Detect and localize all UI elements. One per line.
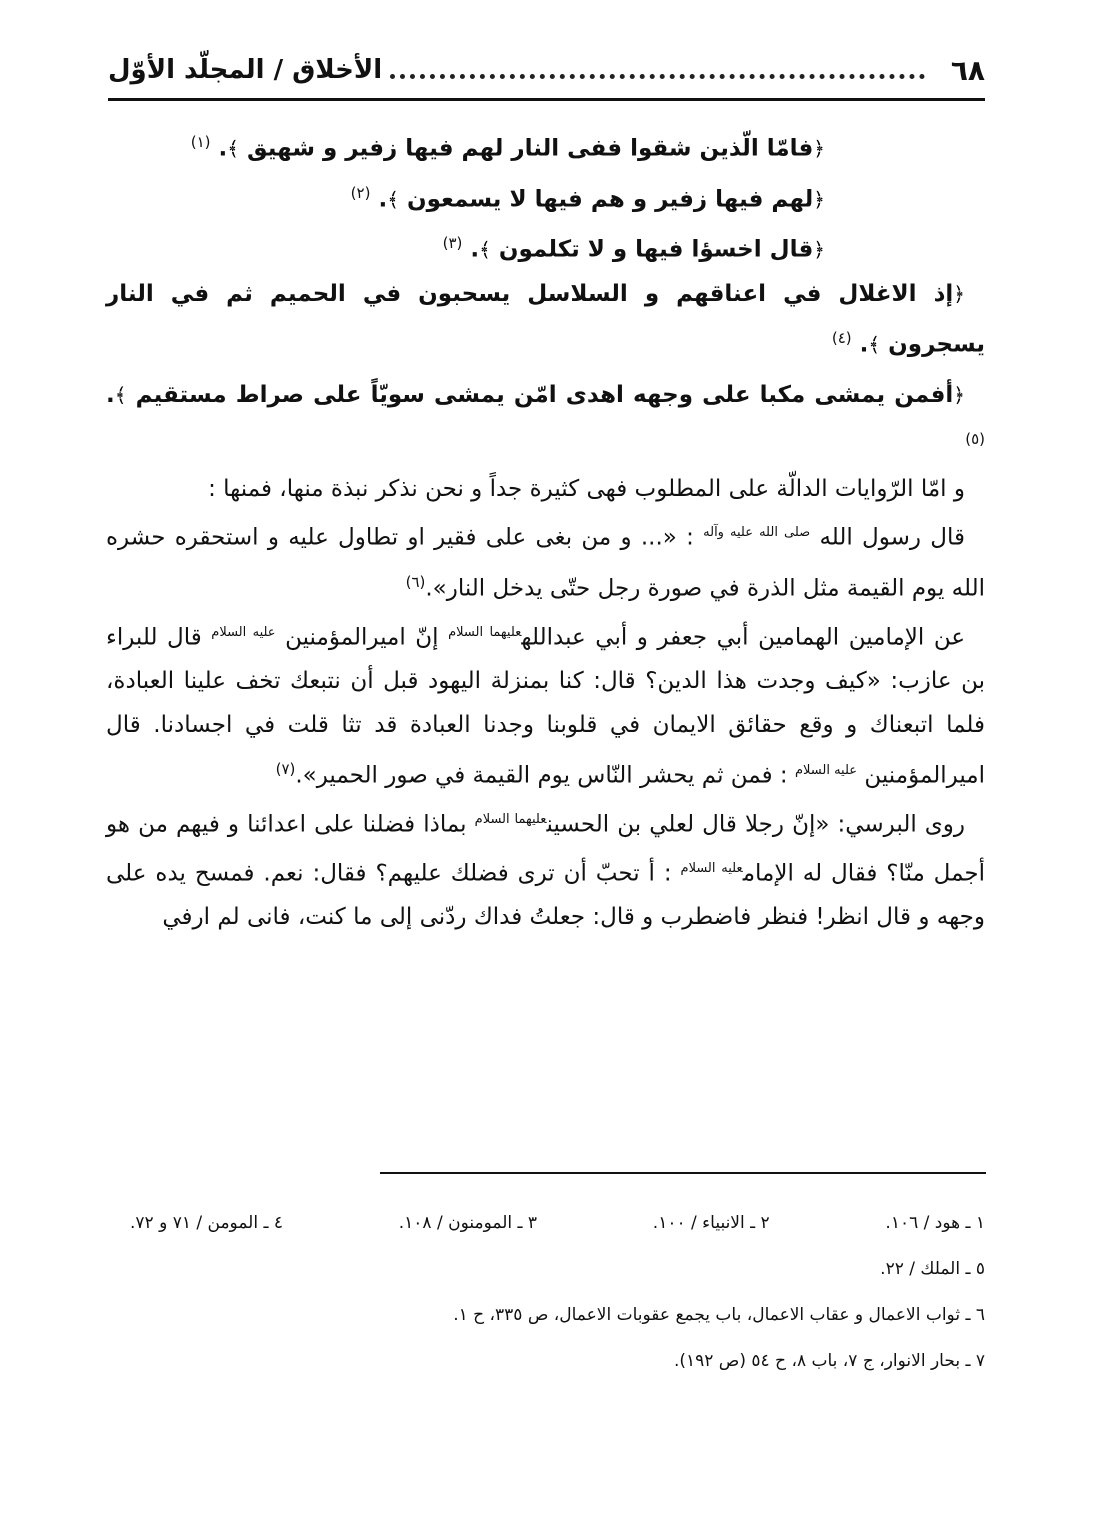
intro-paragraph: و امّا الرّوايات الدالّة على المطلوب فهى كثيرة جداً و نحن نذكر نبذة منها، فمنها : xyxy=(208,476,965,503)
footnote-ref: (٢) xyxy=(350,183,371,202)
ornament-open: ﴿ xyxy=(813,187,825,212)
ornament-close: ﴾ xyxy=(114,382,127,407)
verse-5: ﴿أفمن يمشى مكبا على وجهه اهدى امّن يمشى سويّاً على صراط مستقيم ﴾. $^{(٥)}$ xyxy=(106,381,985,448)
footnote-separator xyxy=(380,1172,986,1174)
verse-text: قال اخسؤا فيها و لا تكلمون xyxy=(498,236,814,263)
footnote-4: ٤ ـ المومن / ٧١ و ٧٢. xyxy=(130,1213,283,1233)
honorific: عليه السلام xyxy=(680,860,743,876)
ornament-close: ﴾ xyxy=(868,332,881,357)
footnote-5: ٥ ـ الملك / ٢٢. xyxy=(880,1259,985,1279)
footnote-1: ١ ـ هود / ١٠٦. xyxy=(885,1213,985,1233)
verse-text: فامّا الّذين شقوا ففى النار لهم فيها زفير و شهيق xyxy=(247,135,814,162)
footnote-6: ٦ ـ ثواب الاعمال و عقاب الاعمال، باب يجمع عقوبات الاعمال، ص ٣٣٥، ح ١. xyxy=(453,1305,985,1325)
verse-1: ﴿فامّا الّذين شقوا ففى النار لهم فيها زفير و شهيق ﴾. $^{(١)}$ xyxy=(190,133,825,162)
hadith-text: بماذا فضلنا على اعدائنا و فيهم من هو أجمل منّا؟ فقال له الإمام xyxy=(106,811,986,887)
hadith-text: : أ تحبّ أن ترى فضلك عليهم؟ فقال: نعم. فمسح يده على وجهه و قال انظر! فنظر فاضطرب و قال: جعلتُ فداك ردّنى إلى ما كنت، فانى لم ارفي xyxy=(106,860,985,931)
ornament-open: ﴿ xyxy=(953,281,965,306)
footnote-2: ٢ ـ الانبياء / ١٠٠. xyxy=(652,1213,770,1233)
ornament-close: ﴾ xyxy=(479,237,491,262)
verse-text: إذ الاغلال في اعناقهم و السلاسل يسحبون في الحميم ثم في النار يسجرون xyxy=(106,280,985,358)
page-header xyxy=(108,48,985,92)
page-number: ٦٨ xyxy=(950,53,985,87)
hadith-text: قال للبراء بن عازب: «كيف وجدت هذا الدين؟ قال: كنا بمنزلة اليهود قبل أن نتبعك تخف علينا العبادة، فلما اتبعناك و وقع حقائق الايمان في قلوبنا وجدنا العبادة قد تثا قلت في اجسادنا. قال اميرالمؤمنين xyxy=(106,624,985,789)
footnote-ref: (١) xyxy=(190,133,211,151)
verse-2: ﴿لهم فيها زفير و هم فيها لا يسمعون ﴾. $^{(٢)}$ xyxy=(350,183,825,213)
ornament-close: ﴾ xyxy=(227,136,239,161)
hadith-text: : «... و من بغى على فقير او تطاول عليه و استحقره حشره الله يوم القيمة مثل الذرة في صورة رجل حتّى يدخل النار». xyxy=(106,524,985,602)
footnote-ref: (٦) xyxy=(405,572,426,591)
verse-text: لهم فيها زفير و هم فيها لا يسمعون xyxy=(406,186,814,213)
honorific: صلى الله عليه وآله xyxy=(703,525,811,541)
honorific: عليه السلام xyxy=(794,763,858,779)
ornament-open: ﴿ xyxy=(813,237,825,262)
ornament-open: ﴿ xyxy=(813,136,825,161)
hadith-3 xyxy=(106,798,985,939)
footnotes xyxy=(130,1200,985,1384)
main-text xyxy=(106,120,985,939)
footnote-ref: (٣) xyxy=(442,234,463,253)
header-dot-leader xyxy=(390,50,925,79)
honorific: عليهما السلام xyxy=(448,624,522,640)
footnote-7: ٧ ـ بحار الانوار، ج ٧، باب ٨، ح ٥٤ (ص ١٩٢). xyxy=(673,1351,985,1371)
footnote-ref: (٤) xyxy=(831,328,852,347)
verse-3: ﴿قال اخسؤا فيها و لا تكلمون ﴾. $^{(٣)}$ xyxy=(442,234,825,263)
verse-4: ﴿إذ الاغلال في اعناقهم و السلاسل يسحبون في الحميم ثم في النار يسجرون ﴾. $^{(٤)}$ xyxy=(106,280,985,358)
running-title: الأخلاق / المجلّد الأوّل xyxy=(108,55,383,85)
ornament-close: ﴾ xyxy=(387,187,399,212)
footnote-row xyxy=(130,1200,985,1246)
hadith-text: روى البرسي: «إنّ رجلا قال لعلي بن الحسين xyxy=(546,811,966,838)
honorific: عليه السلام xyxy=(211,624,276,640)
hadith-2 xyxy=(106,611,985,798)
honorific: عليهما السلام xyxy=(474,811,547,827)
hadith-text: : فمن ثم يحشر النّاس يوم القيمة في صور الحمير». xyxy=(295,762,788,789)
hadith-text: إنّ اميرالمؤمنين xyxy=(285,624,439,651)
verse-text: أفمن يمشى مكبا على وجهه اهدى امّن يمشى سويّاً على صراط مستقيم xyxy=(135,381,954,408)
hadith-text: عن الإمامين الهمامين أبي جعفر و أبي عبدالله xyxy=(521,624,966,651)
ornament-open: ﴿ xyxy=(953,382,965,407)
header-rule xyxy=(108,98,985,101)
hadith-1 xyxy=(106,511,985,610)
footnote-ref: (٥) xyxy=(965,429,985,448)
footnote-3: ٣ ـ المومنون / ١٠٨. xyxy=(398,1213,538,1233)
footnote-ref: (٧) xyxy=(275,760,296,779)
hadith-text: قال رسول الله xyxy=(819,524,966,551)
